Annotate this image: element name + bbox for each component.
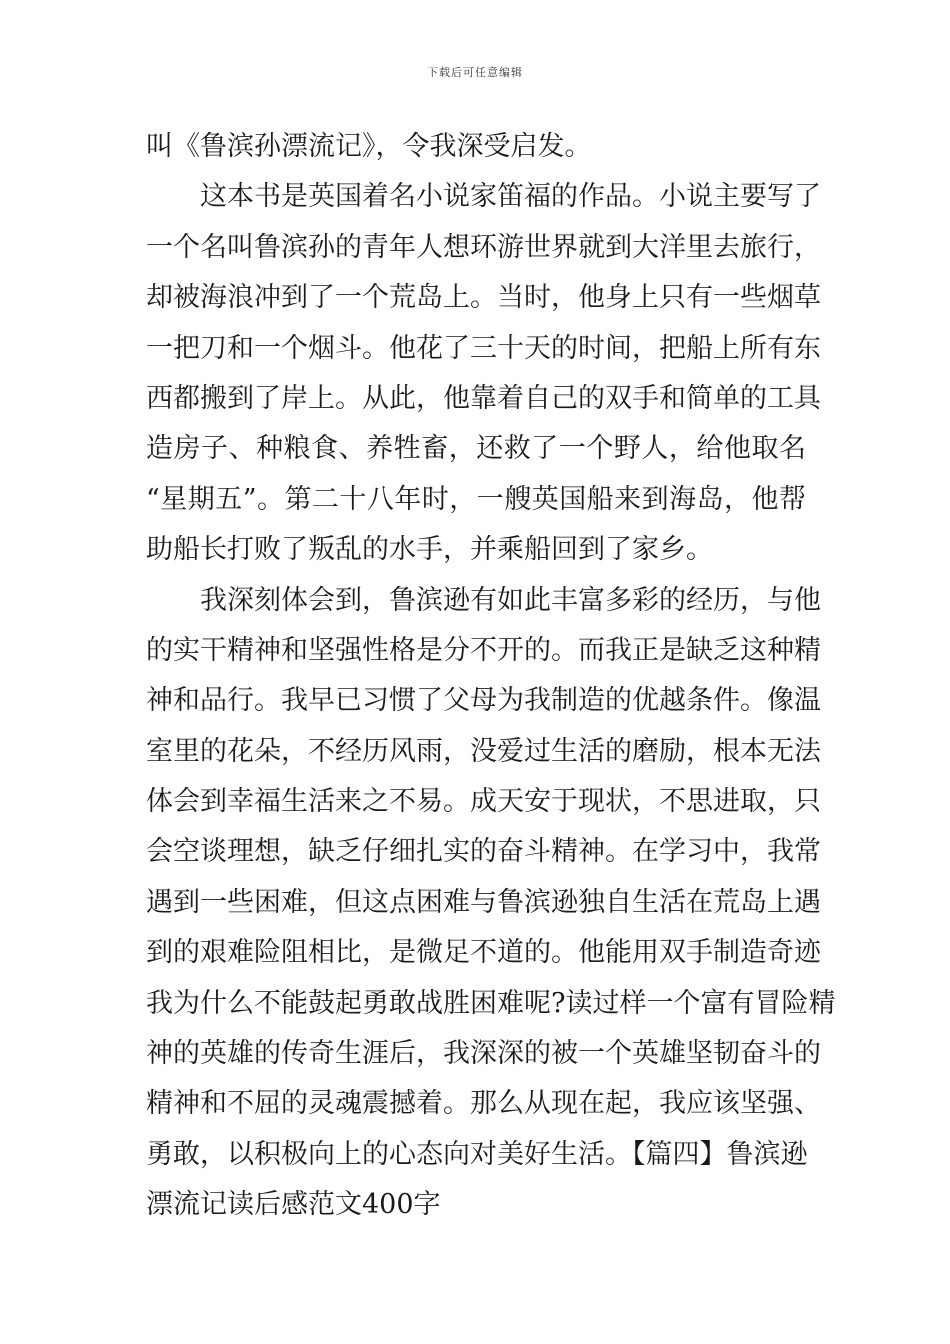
- text-line: 西都搬到了岸上。从此，他靠着自己的双手和简单的工具: [146, 382, 821, 414]
- text-line: 的实干精神和坚强性格是分不开的。而我正是缺乏这种精: [146, 634, 821, 666]
- text-line: “星期五”。第二十八年时，一艘英国船来到海岛，他帮: [146, 483, 806, 515]
- text-line: 室里的花朵，不经历风雨，没爱过生活的磨励，根本无法: [146, 735, 821, 767]
- text-line: 精神和不屈的灵魂震撼着。那么从现在起，我应该坚强、: [146, 1088, 821, 1120]
- text-line: 神和品行。我早已习惯了父母为我制造的优越条件。像温: [146, 685, 821, 717]
- document-body: [146, 122, 836, 1231]
- text-line: 一个名叫鲁滨孙的青年人想环游世界就到大洋里去旅行，: [146, 231, 821, 263]
- text-line: 叫《鲁滨孙漂流记》，令我深受启发。: [146, 131, 592, 162]
- text-line: 一把刀和一个烟斗。他花了三十天的时间，把船上所有东: [146, 332, 821, 364]
- text-line: 造房子、种粮食、养牲畜，还救了一个野人，给他取名: [146, 433, 806, 465]
- text-line: 却被海浪冲到了一个荒岛上。当时，他身上只有一些烟草: [146, 282, 821, 314]
- text-line: 助船长打败了叛乱的水手，并乘船回到了家乡。: [146, 534, 713, 566]
- text-line: 我为什么不能鼓起勇敢战胜困难呢?读过样一个富有冒险精: [146, 987, 836, 1019]
- text-line: 遇到一些困难，但这点困难与鲁滨逊独自生活在荒岛上遇: [146, 886, 821, 918]
- text-line: 体会到幸福生活来之不易。成天安于现状，不思进取，只: [146, 786, 821, 818]
- text-line: 漂流记读后感范文400字: [146, 1189, 441, 1221]
- text-line: 勇敢，以积极向上的心态向对美好生活。【篇四】鲁滨逊: [146, 1138, 808, 1170]
- text-line: 神的英雄的传奇生涯后，我深深的被一个英雄坚韧奋斗的: [146, 1038, 821, 1070]
- text-line: 这本书是英国着名小说家笛福的作品。小说主要写了: [200, 181, 821, 213]
- page-header: 下载后可任意编辑: [427, 66, 523, 79]
- text-line: 到的艰难险阻相比，是微足不道的。他能用双手制造奇迹: [146, 937, 821, 969]
- text-line: 我深刻体会到，鲁滨逊有如此丰富多彩的经历，与他: [200, 584, 821, 616]
- text-line: 会空谈理想，缺乏仔细扎实的奋斗精神。在学习中，我常: [146, 836, 821, 868]
